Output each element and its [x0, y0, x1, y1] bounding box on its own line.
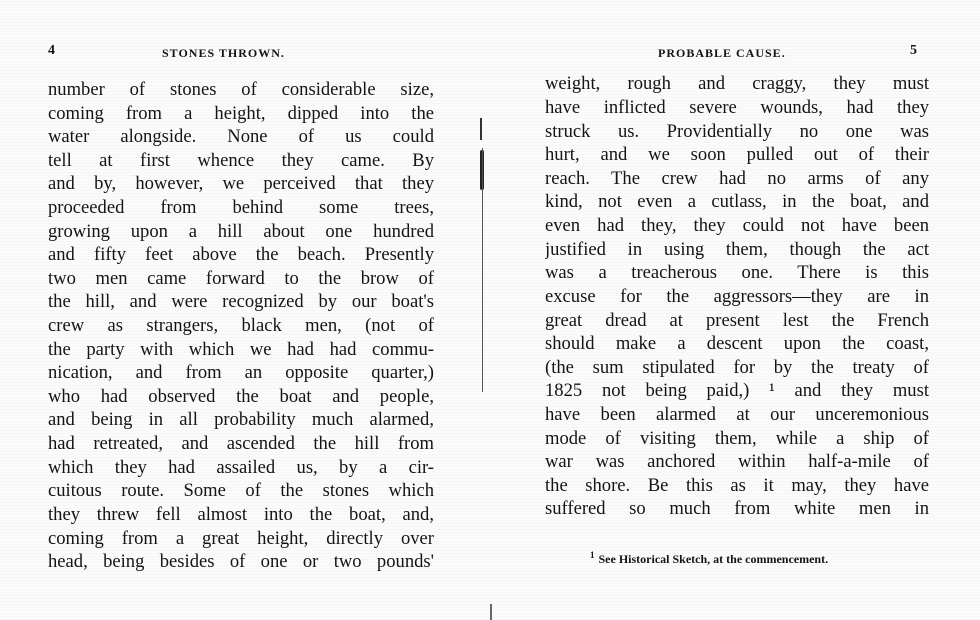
running-head-right: PROBABLE CAUSE.: [658, 46, 786, 60]
text-line: they threw fell almost into the boat, and,: [48, 504, 434, 525]
text-line: which they had assailed us, by a cir-: [48, 457, 434, 478]
text-line: and by, however, we perceived that they: [48, 173, 434, 194]
text-line: should make a descent upon the coast,: [545, 333, 929, 354]
text-line: crew as strangers, black men, (not of: [48, 315, 434, 336]
text-line: the hill, and were recognized by our boat's: [48, 291, 434, 312]
text-line: excuse for the aggressors—they are in: [545, 286, 929, 307]
page-number-left: 4: [48, 43, 55, 58]
text-line: two men came forward to the brow of: [48, 268, 434, 289]
text-line: justified in using them, though the act: [545, 239, 929, 260]
text-line: nication, and from an opposite quarter,): [48, 362, 434, 383]
text-line: hurt, and we soon pulled out of their: [545, 144, 929, 165]
text-line: had retreated, and ascended the hill from: [48, 433, 434, 454]
running-head-left: STONES THROWN.: [162, 46, 285, 60]
text-line: tell at first whence they came. By: [48, 150, 434, 171]
page-number-right: 5: [910, 43, 917, 58]
text-line: even had they, they could not have been: [545, 215, 929, 236]
text-line: water alongside. None of us could: [48, 126, 434, 147]
text-line: the party with which we had had commu-: [48, 339, 434, 360]
text-line: cuitous route. Some of the stones which: [48, 480, 434, 501]
text-line: and fifty feet above the beach. Presently: [48, 244, 434, 265]
text-line: growing upon a hill about one hundred: [48, 221, 434, 242]
gutter-mark: [480, 118, 482, 140]
gutter-line: [482, 148, 483, 392]
text-line: kind, not even a cutlass, in the boat, and: [545, 191, 929, 212]
text-line: was a treacherous one. There is this: [545, 262, 929, 283]
text-line: coming from a height, dipped into the: [48, 103, 434, 124]
text-line: the shore. Be this as it may, they have: [545, 475, 929, 496]
text-line: weight, rough and craggy, they must: [545, 73, 929, 94]
text-line: suffered so much from white men in: [545, 498, 929, 519]
left-page: [0, 0, 486, 620]
text-line: have inflicted severe wounds, had they: [545, 97, 929, 118]
text-line: struck us. Providentially no one was: [545, 121, 929, 142]
text-line: head, being besides of one or two pounds': [48, 551, 434, 572]
text-line: war was anchored within half-a-mile of: [545, 451, 929, 472]
text-line: who had observed the boat and people,: [48, 386, 434, 407]
text-line: and being in all probability much alarmed,: [48, 409, 434, 430]
text-line: mode of visiting them, while a ship of: [545, 428, 929, 449]
text-line: number of stones of considerable size,: [48, 79, 434, 100]
text-line: (the sum stipulated for by the treaty of: [545, 357, 929, 378]
text-line: 1825 not being paid,) ¹ and they must: [545, 380, 929, 401]
footnote: [590, 550, 828, 567]
text-line: coming from a great height, directly over: [48, 528, 434, 549]
footnote-mark: 1: [590, 550, 595, 560]
text-line: proceeded from behind some trees,: [48, 197, 434, 218]
right-page: [486, 0, 980, 620]
text-line: reach. The crew had no arms of any: [545, 168, 929, 189]
footnote-text: See Historical Sketch, at the commencement.: [598, 552, 829, 566]
text-line: have been alarmed at our unceremonious: [545, 404, 929, 425]
text-line: great dread at present lest the French: [545, 310, 929, 331]
